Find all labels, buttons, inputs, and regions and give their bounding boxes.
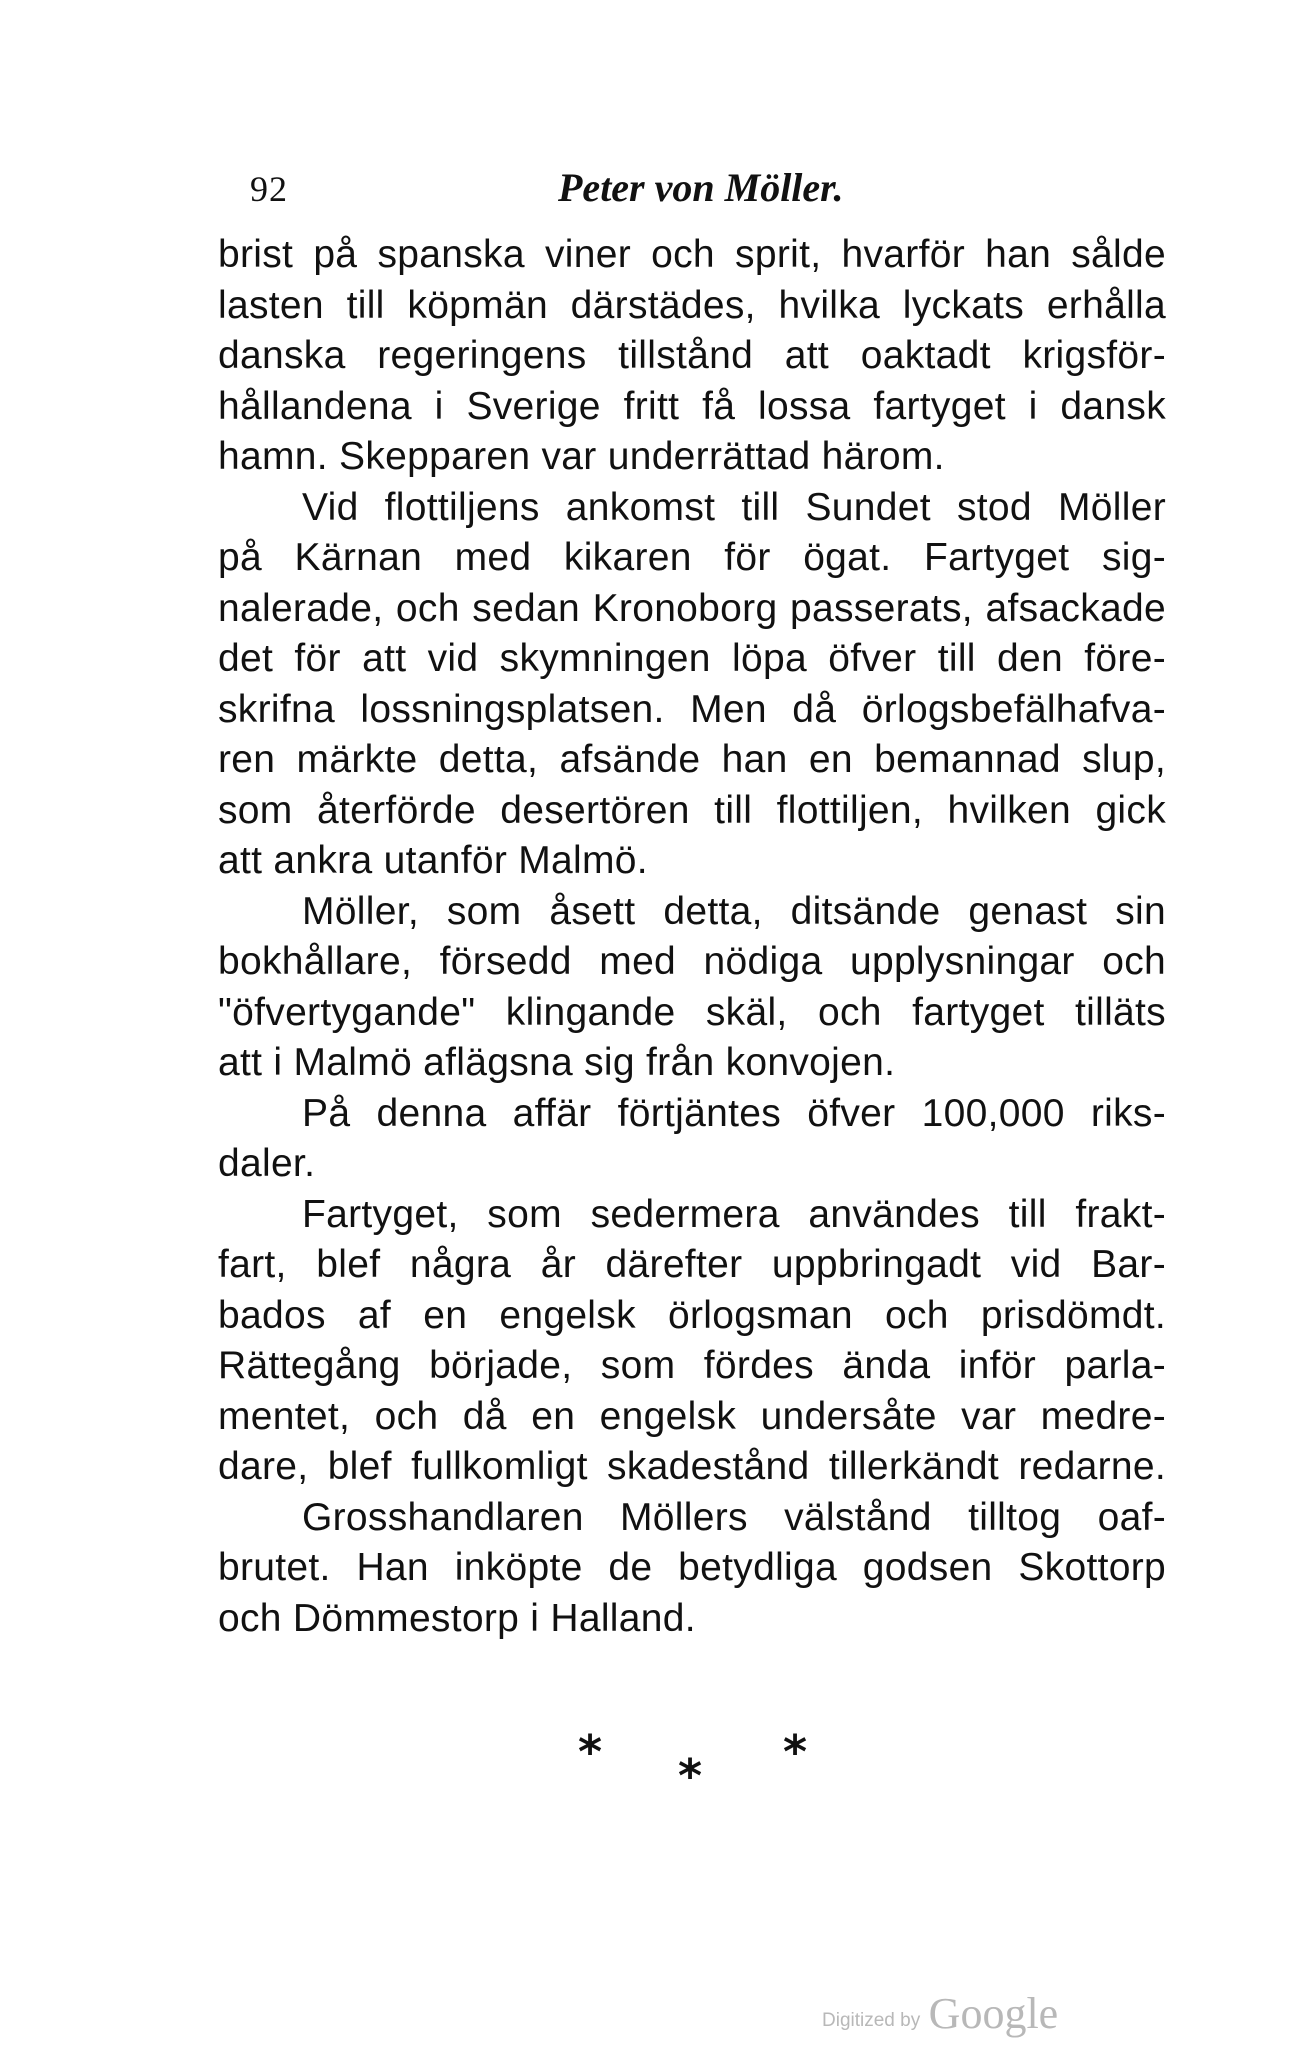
running-title: Peter von Möller. — [558, 165, 844, 210]
text-line: att ankra utanför Malmö. — [218, 839, 648, 882]
text-line: hamn. Skepparen var underrättad härom. — [218, 435, 945, 478]
text-line: Grosshandlaren Möllers välstånd tilltog oaf- — [302, 1495, 1166, 1539]
text-line: brist på spanska viner och sprit, hvarför han sålde — [218, 233, 1166, 276]
text-line: Möller, som åsett detta, ditsände genast sin — [302, 889, 1166, 933]
text-line: Fartyget, som sedermera användes till frakt- — [302, 1192, 1166, 1236]
text-line: ren märkte detta, afsände han en bemannad slup, — [218, 738, 1166, 781]
section-break-asterisks — [0, 1725, 1300, 1805]
watermark-brand: Google — [928, 1989, 1059, 2038]
text-line: nalerade, och sedan Kronoborg passerats, afsackade — [218, 586, 1166, 630]
asterisk-icon: * — [678, 1749, 703, 1803]
body-text — [218, 230, 1166, 1644]
asterisk-icon: * — [578, 1725, 603, 1779]
page-header — [0, 0, 1300, 210]
text-line: daler. — [218, 1142, 316, 1185]
text-line: "öfvertygande" klingande skäl, och fartyget tilläts — [218, 990, 1166, 1034]
page-number: 92 — [250, 169, 288, 209]
text-line: att i Malmö aflägsna sig från konvojen. — [218, 1041, 896, 1084]
text-line: dare, blef fullkomligt skadestånd tillerkändt redarne. — [218, 1445, 1166, 1488]
text-line: Vid flottiljens ankomst till Sundet stod Möller — [302, 485, 1166, 529]
text-line: brutet. Han inköpte de betydliga godsen Skottorp — [218, 1546, 1166, 1589]
text-line: på Kärnan med kikaren för ögat. Fartyget sig- — [218, 536, 1166, 579]
text-line: och Dömmestorp i Halland. — [218, 1596, 696, 1640]
text-line: Rättegång började, som fördes ända inför parla- — [218, 1344, 1166, 1387]
text-line: skrifna lossningsplatsen. Men då örlogsbefälhafva- — [218, 687, 1166, 731]
text-line: bados af en engelsk örlogsman och prisdömdt. — [218, 1293, 1166, 1337]
digitized-watermark — [822, 1988, 1058, 2039]
text-line: fart, blef några år därefter uppbringadt vid Bar- — [218, 1243, 1166, 1286]
text-line: På denna affär förtjäntes öfver 100,000 riks- — [302, 1091, 1166, 1135]
asterisk-icon: * — [783, 1725, 808, 1779]
text-line: lasten till köpmän därstädes, hvilka lyckats erhålla — [218, 283, 1166, 327]
text-line: hållandena i Sverige fritt få lossa fartyget i dansk — [218, 384, 1166, 428]
text-line: danska regeringens tillstånd att oaktadt krigsför- — [218, 334, 1166, 377]
text-line: som återförde desertören till flottiljen, hvilken gick — [218, 788, 1166, 832]
text-line: mentet, och då en engelsk undersåte var medre- — [218, 1394, 1166, 1438]
text-line: det för att vid skymningen löpa öfver till den före- — [218, 637, 1166, 680]
watermark-prefix: Digitized by — [822, 2010, 921, 2031]
text-line: bokhållare, försedd med nödiga upplysningar och — [218, 940, 1166, 983]
